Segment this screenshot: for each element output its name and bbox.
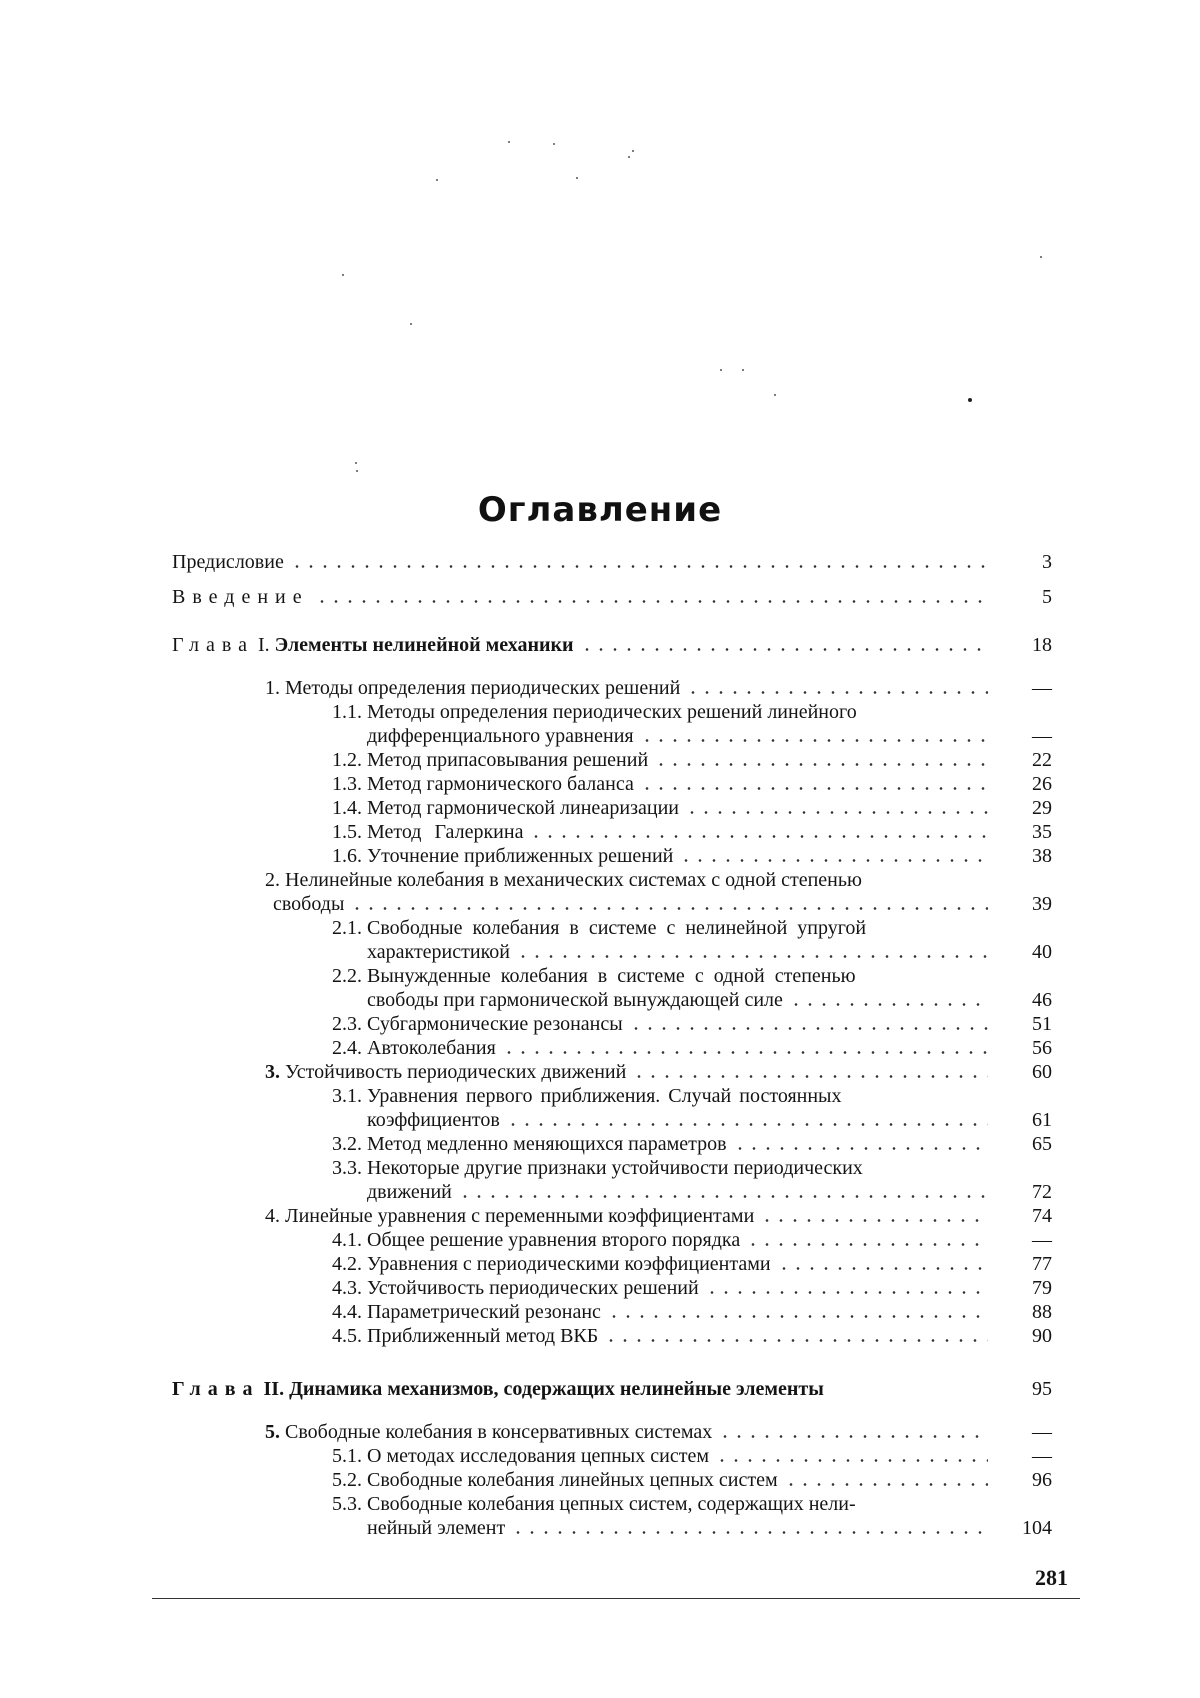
subsection-title: Уравнения первого приближения. Случай постоянных (367, 1085, 842, 1107)
subsection-title: Свободные колебания в системе с нелинейной упругой (367, 917, 867, 939)
scan-speck (553, 143, 555, 145)
subsection-title: Общее решение уравнения второго порядка (367, 1229, 741, 1251)
dot-leader (511, 1531, 988, 1534)
scan-speck (410, 323, 412, 325)
dot-leader (733, 1147, 988, 1150)
toc-subsection (172, 1132, 1052, 1156)
subsection-number: 1.2. (332, 749, 362, 771)
dot-leader (746, 1243, 988, 1246)
subsection-title: Субгармонические резонансы (367, 1013, 623, 1035)
scan-speck (1040, 256, 1042, 258)
chapter-number: II. (263, 1378, 285, 1400)
toc-page-number: 79 (1032, 1277, 1052, 1299)
scan-speck (355, 462, 357, 464)
scan-speck (628, 156, 630, 158)
subsection-title: Метод гармонической линеаризации (367, 797, 680, 819)
subsection-title: Свободные колебания цепных систем, содержащих нели- (367, 1493, 856, 1515)
toc-entry-preface (172, 550, 1052, 574)
dot-leader (777, 1267, 988, 1270)
toc-subsection (172, 1300, 1052, 1324)
toc-page-number: 39 (1032, 893, 1052, 915)
section-number: 2. (265, 869, 280, 891)
toc-page-number: — (1032, 1229, 1052, 1251)
chapter-title: Элементы нелинейной механики (274, 634, 574, 656)
dot-leader (350, 907, 988, 910)
toc-subsection (172, 964, 1052, 1012)
toc-page-number: 26 (1032, 773, 1052, 795)
section-title: Нелинейные колебания в механических системах с одной степенью (285, 869, 862, 891)
dot-leader (760, 1219, 988, 1222)
toc-page-number: 96 (1032, 1469, 1052, 1491)
toc-page-number: 88 (1032, 1301, 1052, 1323)
subsection-number: 1.3. (332, 773, 362, 795)
section-title: Методы определения периодических решений (285, 677, 681, 699)
section-title: Свободные колебания в консервативных системах (285, 1421, 713, 1443)
toc-subsection (172, 1012, 1052, 1036)
toc-subsection (172, 700, 1052, 748)
toc-page-number: 18 (1032, 634, 1052, 656)
scan-speck (356, 470, 358, 472)
toc-section (172, 1204, 1052, 1228)
dot-leader (705, 1291, 988, 1294)
dot-leader (640, 739, 988, 742)
subsection-number: 4.3. (332, 1277, 362, 1299)
subsection-number: 3.3. (332, 1157, 362, 1179)
toc-subsection (172, 772, 1052, 796)
subsection-title-continued: нейный элемент (367, 1517, 506, 1539)
subsection-title: О методах исследования цепных систем (367, 1445, 709, 1467)
dot-leader (789, 1003, 988, 1006)
toc-page-number: 3 (1042, 551, 1052, 573)
scan-speck (774, 394, 776, 396)
subsection-number: 1.4. (332, 797, 362, 819)
toc-subsection (172, 1156, 1052, 1204)
scan-speck (742, 369, 744, 371)
toc-subsection (172, 1036, 1052, 1060)
subsection-title-continued: движений (367, 1181, 452, 1203)
toc-page-number: — (1032, 677, 1052, 699)
subsection-number: 1.6. (332, 845, 362, 867)
toc-subsection (172, 1084, 1052, 1132)
subsection-number: 2.2. (332, 965, 362, 987)
toc-subsection (172, 1228, 1052, 1252)
scan-speck (632, 150, 634, 152)
dot-leader (529, 835, 988, 838)
toc-page-number: 90 (1032, 1325, 1052, 1347)
subsection-title: Метод гармонического баланса (367, 773, 634, 795)
toc-chapter-2 (172, 1377, 1052, 1401)
section-title-continued: свободы (273, 893, 345, 915)
toc-page-number: 35 (1032, 821, 1052, 843)
toc-entry-text: Введение (172, 586, 309, 608)
toc-page-number: 65 (1032, 1133, 1052, 1155)
subsection-title: Метод Галеркина (367, 821, 524, 843)
scan-speck (508, 141, 510, 143)
dot-leader (506, 1123, 988, 1126)
toc-subsection (172, 1468, 1052, 1492)
scan-speck (720, 369, 722, 371)
chapter-label: Глава (172, 1378, 260, 1400)
subsection-number: 2.4. (332, 1037, 362, 1059)
dot-leader (679, 859, 988, 862)
toc-subsection (172, 1492, 1052, 1540)
subsection-number: 4.2. (332, 1253, 362, 1275)
footer-rule (152, 1598, 1080, 1599)
toc-subsection (172, 748, 1052, 772)
toc-section (172, 1060, 1052, 1084)
subsection-title-continued: коэффициентов (367, 1109, 500, 1131)
subsection-number: 5.2. (332, 1469, 362, 1491)
chapter-label: Глава (172, 634, 254, 656)
subsection-number: 1.5. (332, 821, 362, 843)
chapter-number: I. (257, 634, 270, 656)
toc-page-number: 72 (1032, 1181, 1052, 1203)
subsection-title: Уравнения с периодическими коэффициентами (367, 1253, 771, 1275)
dot-leader (686, 691, 988, 694)
subsection-number: 5.1. (332, 1445, 362, 1467)
subsection-number: 3.2. (332, 1133, 362, 1155)
subsection-title-continued: дифференциального уравнения (367, 725, 634, 747)
page-number: 281 (1035, 1565, 1068, 1590)
dot-leader (632, 1075, 988, 1078)
subsection-title: Приближенный метод ВКБ (367, 1325, 599, 1347)
toc-page-number: — (1032, 1421, 1052, 1443)
toc-section (172, 1420, 1052, 1444)
toc-page-number: 46 (1032, 989, 1052, 1011)
toc-page-number: 77 (1032, 1253, 1052, 1275)
toc-entry-text: Предисловие (172, 551, 284, 573)
subsection-number: 1.1. (332, 701, 362, 723)
subsection-number: 4.4. (332, 1301, 362, 1323)
toc-page-number: — (1032, 1445, 1052, 1467)
subsection-title: Параметрический резонанс (367, 1301, 601, 1323)
toc-page-number: 38 (1032, 845, 1052, 867)
toc-page-number: 61 (1032, 1109, 1052, 1131)
toc-entry-introduction (172, 585, 1052, 609)
subsection-title: Уточнение приближенных решений (367, 845, 674, 867)
subsection-number: 2.1. (332, 917, 362, 939)
toc-page-number: 60 (1032, 1061, 1052, 1083)
toc-subsection (172, 1276, 1052, 1300)
toc-section (172, 868, 1052, 916)
toc-page-number: — (1032, 725, 1052, 747)
subsection-title: Свободные колебания линейных цепных систем (367, 1469, 778, 1491)
dot-leader (580, 648, 988, 651)
toc-section (172, 676, 1052, 700)
toc-subsection (172, 1252, 1052, 1276)
chapter-title: Динамика механизмов, содержащих нелинейные элементы (289, 1378, 824, 1400)
subsection-title: Методы определения периодических решений линейного (367, 701, 857, 723)
toc-subsection (172, 796, 1052, 820)
section-number: 5. (265, 1421, 280, 1443)
dot-leader (607, 1315, 988, 1318)
page-title: Оглавление (477, 490, 723, 530)
scan-speck (436, 179, 438, 181)
subsection-title: Метод медленно меняющихся параметров (367, 1133, 727, 1155)
subsection-number: 3.1. (332, 1085, 362, 1107)
subsection-title: Автоколебания (367, 1037, 496, 1059)
subsection-number: 5.3. (332, 1493, 362, 1515)
subsection-number: 4.1. (332, 1229, 362, 1251)
scan-speck (968, 398, 972, 402)
subsection-title-continued: свободы при гармонической вынуждающей силе (367, 989, 783, 1011)
subsection-title-continued: характеристикой (367, 941, 510, 963)
subsection-title: Метод припасовывания решений (367, 749, 649, 771)
dot-leader (685, 811, 988, 814)
toc-page-number: 5 (1042, 586, 1052, 608)
toc-page-number: 95 (1032, 1378, 1052, 1400)
toc-subsection (172, 820, 1052, 844)
section-title: Линейные уравнения с переменными коэффициентами (285, 1205, 755, 1227)
subsection-number: 2.3. (332, 1013, 362, 1035)
dot-leader (718, 1435, 988, 1438)
dot-leader (458, 1195, 988, 1198)
toc-page-number: 74 (1032, 1205, 1052, 1227)
section-title: Устойчивость периодических движений (285, 1061, 627, 1083)
scan-speck (576, 177, 578, 179)
dot-leader (715, 1459, 988, 1462)
subsection-number: 4.5. (332, 1325, 362, 1347)
dot-leader (604, 1339, 988, 1342)
dot-leader (629, 1027, 988, 1030)
toc-page-number: 29 (1032, 797, 1052, 819)
dot-leader (502, 1051, 988, 1054)
toc-subsection (172, 1324, 1052, 1348)
subsection-title: Вынужденные колебания в системе с одной степенью (367, 965, 856, 987)
subsection-title: Устойчивость периодических решений (367, 1277, 699, 1299)
toc-page-number: 104 (1022, 1517, 1052, 1539)
section-number: 4. (265, 1205, 280, 1227)
scan-speck (342, 274, 344, 276)
toc-subsection (172, 916, 1052, 964)
subsection-title: Некоторые другие признаки устойчивости периодических (367, 1157, 863, 1179)
dot-leader (516, 955, 988, 958)
dot-leader (290, 565, 988, 568)
toc-chapter-1 (172, 633, 1052, 657)
dot-leader (315, 600, 988, 603)
dot-leader (654, 763, 988, 766)
section-number: 1. (265, 677, 280, 699)
dot-leader (640, 787, 988, 790)
toc-page-number: 22 (1032, 749, 1052, 771)
toc-subsection (172, 844, 1052, 868)
toc-page-number: 40 (1032, 941, 1052, 963)
toc-page-number: 51 (1032, 1013, 1052, 1035)
toc-page-number: 56 (1032, 1037, 1052, 1059)
toc-subsection (172, 1444, 1052, 1468)
dot-leader (784, 1483, 988, 1486)
section-number: 3. (265, 1061, 280, 1083)
